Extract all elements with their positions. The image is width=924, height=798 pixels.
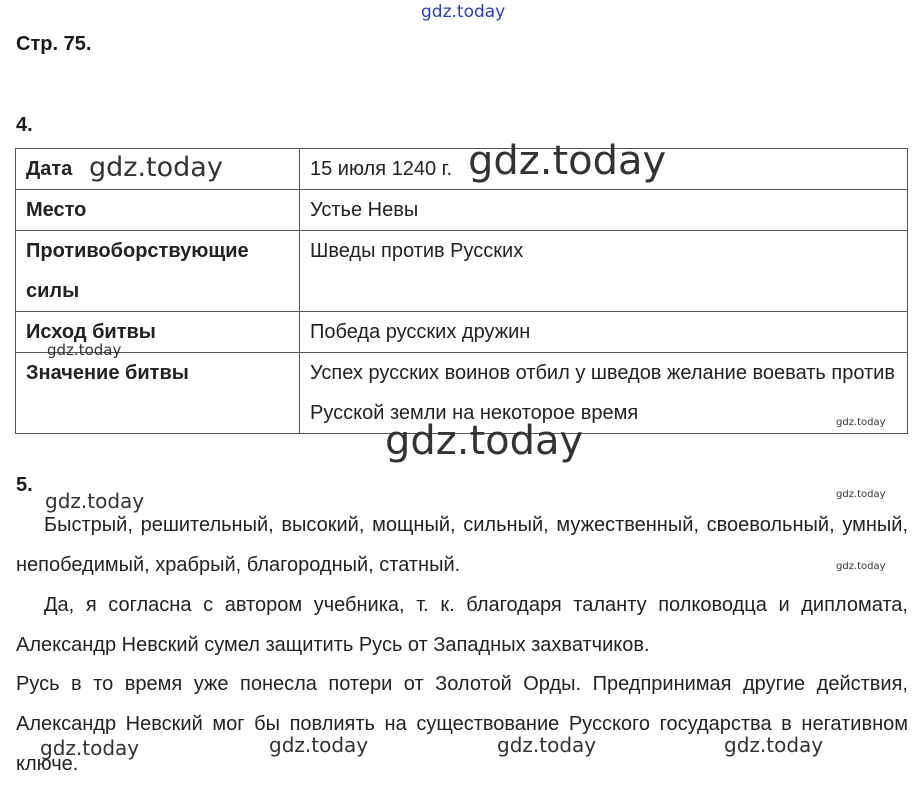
watermark: gdz.today: [836, 417, 886, 428]
table-row: [16, 190, 908, 231]
table-row: [16, 149, 908, 190]
paragraph-3: Русь в то время уже понесла потери от Золотой Орды. Предпринимая другие действия, Александр Невский мог бы повлиять на существование Русского государства в негативном ключе.: [16, 673, 908, 775]
paragraph-1: Быстрый, решительный, высокий, мощный, сильный, мужественный, своевольный, умный, непобедимый, храбрый, благородный, статный.: [16, 514, 908, 576]
watermark: gdz.today: [40, 736, 140, 760]
watermark: gdz.today: [836, 489, 886, 500]
row-key-outcome: Исход битвы: [16, 312, 300, 353]
battle-info-table: [15, 148, 908, 434]
row-key-place: Место: [16, 190, 300, 231]
row-value-date: 15 июля 1240 г.: [300, 149, 908, 190]
table-row: [16, 353, 908, 434]
row-value-place: Устье Невы: [300, 190, 908, 231]
paragraph-2: Да, я согласна с автором учебника, т. к. благодаря таланту полководца и дипломата, Александр Невский сумел защитить Русь от Западных захватчиков.: [16, 594, 908, 656]
watermark: gdz.today: [47, 341, 122, 359]
row-key-forces: Противоборствующие силы: [16, 231, 300, 312]
page-label: Стр. 75.: [16, 33, 92, 55]
watermark: gdz.today: [269, 733, 369, 757]
watermark-top: gdz.today: [421, 2, 506, 22]
row-key-significance: Значение битвы: [16, 353, 300, 434]
task-5-number: 5.: [16, 474, 33, 496]
row-value-significance: Успех русских воинов отбил у шведов желание воевать против Русской земли на некоторое время: [300, 353, 908, 434]
row-value-outcome: Победа русских дружин: [300, 312, 908, 353]
task-4-number: 4.: [16, 114, 33, 136]
watermark: gdz.today: [468, 138, 667, 184]
row-value-forces: Шведы против Русских: [300, 231, 908, 312]
row-key-date: Дата: [16, 149, 300, 190]
watermark: gdz.today: [724, 733, 824, 757]
watermark: gdz.today: [45, 489, 145, 513]
table-row: [16, 312, 908, 353]
watermark: gdz.today: [89, 152, 223, 183]
watermark: gdz.today: [385, 418, 584, 464]
watermark: gdz.today: [836, 561, 886, 572]
watermark: gdz.today: [497, 733, 597, 757]
table-row: [16, 231, 908, 312]
